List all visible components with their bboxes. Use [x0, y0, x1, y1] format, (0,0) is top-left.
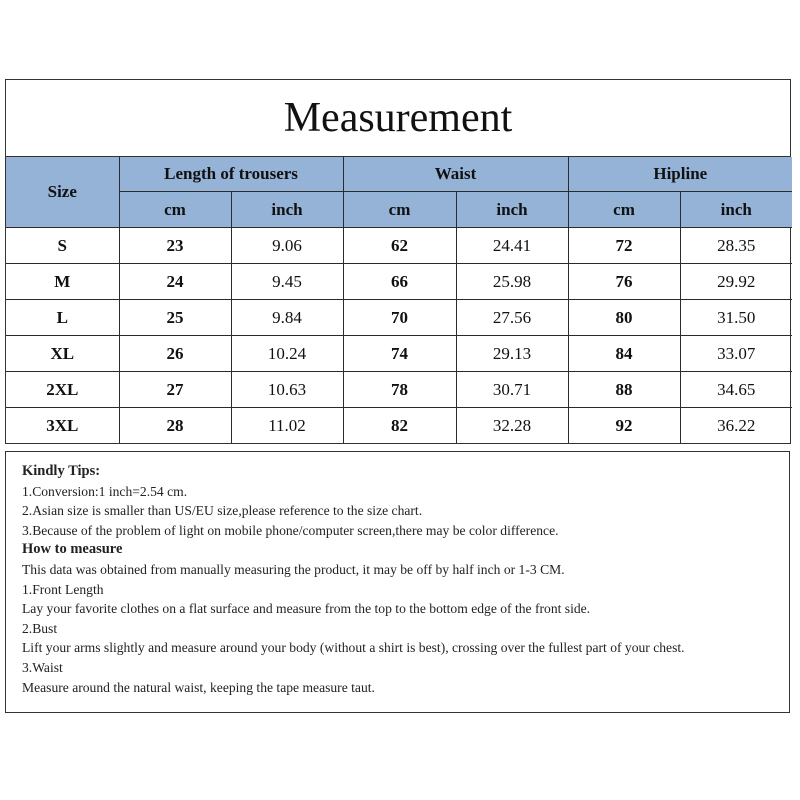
cell: 25.98: [456, 264, 568, 300]
measure-intro: This data was obtained from manually measuring the product, it may be off by half inch or 1-3 CM.: [22, 561, 565, 577]
cell: 26: [119, 336, 231, 372]
size-table: [6, 157, 792, 443]
unit-header: inch: [231, 192, 343, 228]
cell: 76: [568, 264, 680, 300]
cell: 88: [568, 372, 680, 408]
cell: 78: [343, 372, 456, 408]
header-row-groups: [6, 157, 792, 192]
cell: 9.84: [231, 300, 343, 336]
cell: 34.65: [680, 372, 792, 408]
cell: 10.63: [231, 372, 343, 408]
tip-item: 2.Asian size is smaller than US/EU size,please reference to the size chart.: [22, 503, 423, 519]
cell: 30.71: [456, 372, 568, 408]
step-label: 1.Front Length: [22, 581, 104, 597]
unit-header: inch: [680, 192, 792, 228]
table-row: [6, 300, 792, 336]
cell: 24: [119, 264, 231, 300]
cell: 72: [568, 228, 680, 264]
step-label: 3.Waist: [22, 659, 63, 675]
size-cell: 3XL: [6, 408, 119, 444]
cell: 92: [568, 408, 680, 444]
table-row: [6, 228, 792, 264]
group-header-length: Length of trousers: [119, 157, 343, 192]
cell: 24.41: [456, 228, 568, 264]
cell: 36.22: [680, 408, 792, 444]
table-row: [6, 336, 792, 372]
tip-item: 1.Conversion:1 inch=2.54 cm.: [22, 483, 188, 499]
step-text: Lay your favorite clothes on a flat surface and measure from the top to the bottom edge of the front side.: [22, 601, 591, 617]
cell: 27.56: [456, 300, 568, 336]
table-row: [6, 264, 792, 300]
tips-box: [5, 451, 790, 713]
cell: 9.06: [231, 228, 343, 264]
table-row: [6, 372, 792, 408]
cell: 25: [119, 300, 231, 336]
cell: 31.50: [680, 300, 792, 336]
step-text: Measure around the natural waist, keeping the tape measure taut.: [22, 679, 375, 695]
cell: 27: [119, 372, 231, 408]
cell: 28: [119, 408, 231, 444]
cell: 33.07: [680, 336, 792, 372]
table-row: [6, 408, 792, 444]
size-cell: S: [6, 228, 119, 264]
cell: 84: [568, 336, 680, 372]
measure-heading: How to measure: [22, 541, 123, 558]
cell: 82: [343, 408, 456, 444]
cell: 10.24: [231, 336, 343, 372]
cell: 23: [119, 228, 231, 264]
size-cell: 2XL: [6, 372, 119, 408]
cell: 29.92: [680, 264, 792, 300]
group-header-hipline: Hipline: [568, 157, 792, 192]
cell: 32.28: [456, 408, 568, 444]
tip-item: 3.Because of the problem of light on mobile phone/computer screen,there may be color difference.: [22, 522, 559, 538]
cell: 29.13: [456, 336, 568, 372]
size-cell: XL: [6, 336, 119, 372]
unit-header: inch: [456, 192, 568, 228]
tips-heading: Kindly Tips:: [22, 463, 101, 479]
cell: 66: [343, 264, 456, 300]
unit-header: cm: [568, 192, 680, 228]
size-cell: L: [6, 300, 119, 336]
cell: 11.02: [231, 408, 343, 444]
cell: 62: [343, 228, 456, 264]
step-text: Lift your arms slightly and measure around your body (without a shirt is best), crossing over the fullest part of your chest.: [22, 640, 685, 656]
cell: 70: [343, 300, 456, 336]
cell: 74: [343, 336, 456, 372]
header-row-units: [6, 192, 792, 228]
size-cell: M: [6, 264, 119, 300]
cell: 9.45: [231, 264, 343, 300]
step-label: 2.Bust: [22, 620, 58, 636]
cell: 28.35: [680, 228, 792, 264]
size-header: Size: [6, 157, 119, 228]
chart-title: Measurement: [6, 80, 790, 157]
group-header-waist: Waist: [343, 157, 568, 192]
size-chart: [5, 79, 791, 444]
unit-header: cm: [119, 192, 231, 228]
unit-header: cm: [343, 192, 456, 228]
cell: 80: [568, 300, 680, 336]
